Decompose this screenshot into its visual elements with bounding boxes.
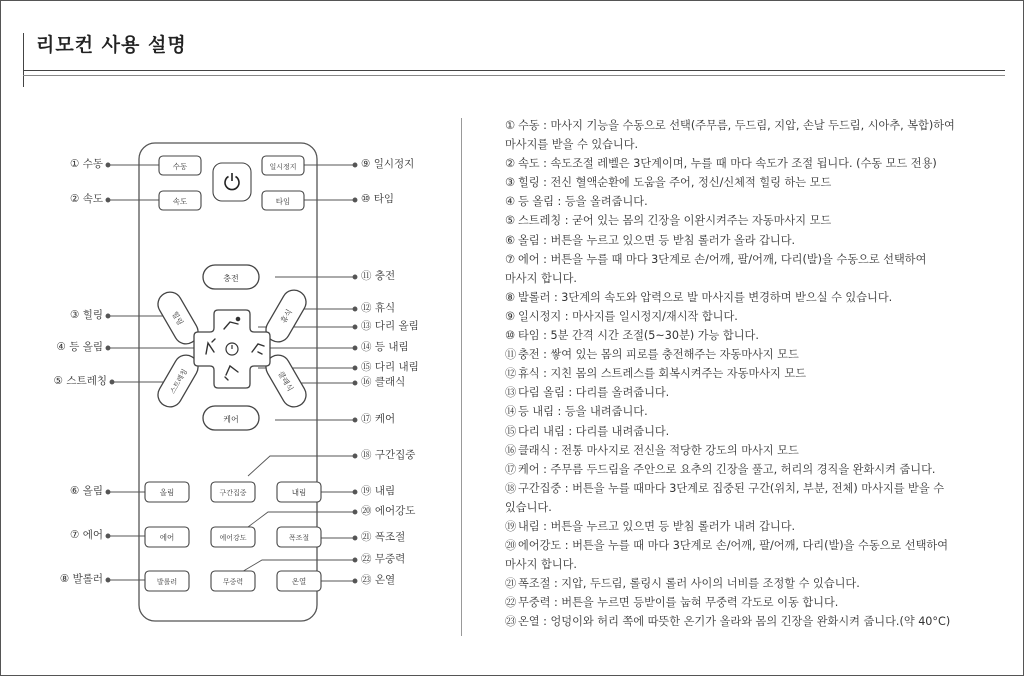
callout-back-down: ⑭ 등 내림: [361, 341, 409, 353]
care-button-label: 케어: [223, 415, 239, 424]
column-divider: [461, 118, 462, 636]
description-text: 등 내림 : 등을 내려줍니다.: [518, 405, 648, 419]
description-number: ⑱: [505, 481, 517, 495]
description-number: ④: [505, 195, 516, 209]
heat-button-label: 온열: [291, 577, 307, 586]
description-item: [505, 536, 1005, 555]
callout-leg-down: ⑮ 다리 내림: [361, 361, 419, 373]
description-item: [505, 612, 1005, 631]
description-text: 발롤러 : 3단계의 속도와 압력으로 발 마사지를 변경하며 받으실 수 있습니다.: [518, 290, 893, 304]
callout-width: ㉑ 폭조절: [361, 531, 406, 543]
callout-foot-roller: ⑧ 발롤러: [59, 573, 103, 585]
callout-back-up: ④ 등 올림: [56, 341, 103, 353]
focus-button[interactable]: [211, 482, 255, 502]
description-item: [505, 574, 1005, 593]
description-number: ㉓: [505, 615, 517, 629]
power-button[interactable]: [213, 163, 251, 201]
description-item: [505, 231, 1005, 250]
callout-stretching: ⑤ 스트레칭: [53, 375, 107, 387]
description-text: 에어 : 버튼을 누를 때 마다 3단계로 손/어깨, 팔/어깨, 다리(발)을 수동으로 선택하여: [518, 252, 927, 266]
description-item: [505, 422, 1005, 441]
description-number: ⑫: [505, 367, 517, 381]
description-item: [505, 326, 1005, 345]
description-continuation: [505, 555, 1005, 574]
description-text: 있습니다.: [505, 500, 552, 514]
callout-air: ⑦ 에어: [69, 529, 103, 541]
healing-button-label: 힐링: [170, 309, 186, 327]
description-text: 마사지를 받을 수 있습니다.: [505, 138, 639, 152]
description-text: 다림 올림 : 다리를 올려줍니다.: [518, 386, 670, 400]
description-number: ⑭: [505, 405, 517, 419]
description-item: [505, 211, 1005, 230]
heat-button[interactable]: [277, 571, 321, 591]
width-button[interactable]: [277, 527, 321, 547]
description-item: [505, 593, 1005, 612]
description-number: ⑪: [505, 348, 517, 362]
description-item: [505, 288, 1005, 307]
foot-roller-button[interactable]: [145, 571, 189, 591]
width-button-label: 폭조절: [288, 534, 310, 542]
description-number: ⑯: [505, 443, 517, 457]
stretching-button-label: 스트레칭: [168, 367, 190, 396]
down-button[interactable]: [277, 482, 321, 502]
description-item: [505, 250, 1005, 269]
description-number: ③: [505, 176, 516, 190]
description-item: [505, 383, 1005, 402]
callout-timer: ⑩ 타임: [361, 193, 395, 205]
description-text: 스트레칭 : 굳어 있는 몸의 긴장을 이완시켜주는 자동마사지 모드: [518, 214, 832, 228]
callout-healing: ③ 힐링: [69, 309, 103, 321]
description-number: ⑧: [505, 290, 516, 304]
description-item: [505, 479, 1005, 498]
description-text: 클래식 : 전통 마사지로 전신을 적당한 강도의 마사지 모드: [518, 443, 799, 457]
description-text: 온열 : 엉덩이와 허리 쪽에 따뜻한 온기가 올라와 몸의 긴장을 완화시켜 줍니다.(약 40°C): [518, 615, 951, 629]
description-continuation: [505, 135, 1005, 154]
callout-rest: ⑫ 휴식: [361, 302, 396, 314]
description-text: 폭조절 : 지압, 두드림, 롤링시 롤러 사이의 너비를 조정할 수 있습니다.: [518, 577, 860, 591]
rest-button-label: 휴식: [278, 307, 294, 325]
description-number: ⑰: [505, 462, 517, 476]
description-text: 마사지 합니다.: [505, 558, 577, 572]
manual-button-label: 수동: [172, 162, 188, 171]
manual-button[interactable]: [159, 156, 201, 175]
focus-button-label: 구간집중: [219, 489, 247, 497]
description-number: ①: [505, 119, 516, 132]
description-item: [505, 307, 1005, 326]
description-item: [505, 402, 1005, 421]
description-item: [505, 192, 1005, 211]
description-number: ⑲: [505, 519, 517, 533]
description-text: 등 올림 : 등을 올려줍니다.: [518, 195, 648, 209]
description-item: [505, 154, 1005, 173]
callout-care: ⑰ 케어: [361, 413, 396, 425]
up-button-label: 올림: [159, 488, 175, 497]
callout-speed: ② 속도: [69, 193, 103, 205]
description-number: ⑬: [505, 386, 517, 400]
callout-pause: ⑨ 일시정지: [361, 158, 415, 170]
description-number: ㉒: [505, 596, 517, 610]
callout-air-strength: ⑳ 에어강도: [361, 505, 416, 517]
timer-button-label: 타임: [275, 197, 291, 206]
description-item: [505, 173, 1005, 192]
description-number: ⑦: [505, 252, 516, 266]
callout-leg-up: ⑬ 다리 올림: [361, 320, 419, 332]
zero-gravity-button-label: 무중력: [222, 578, 244, 586]
callout-charge: ⑪ 충전: [361, 270, 396, 282]
description-text: 충전 : 쌓여 있는 몸의 피로를 충전해주는 자동마사지 모드: [518, 348, 799, 362]
description-text: 다리 내림 : 다리를 내려줍니다.: [518, 424, 670, 438]
air-strength-button[interactable]: [211, 527, 255, 547]
description-text: 무중력 : 버튼을 누르면 등받이를 눕혀 무중력 각도로 이동 합니다.: [518, 596, 839, 610]
description-number: ⑨: [505, 309, 516, 323]
page-title: 리모컨 사용 설명: [36, 34, 187, 56]
description-number: ⑮: [505, 424, 517, 438]
description-number: ⑩: [505, 329, 516, 343]
timer-button[interactable]: [262, 191, 304, 210]
description-item: [505, 441, 1005, 460]
description-item: [505, 517, 1005, 536]
pause-button-label: 일시정지: [269, 163, 297, 171]
description-continuation: [505, 498, 1005, 517]
description-number: ㉑: [505, 577, 517, 591]
description-number: ⑳: [505, 539, 517, 553]
description-text: 올림 : 버튼을 누르고 있으면 등 받침 롤러가 올라 갑니다.: [518, 233, 796, 247]
air-button-label: 에어: [159, 533, 175, 542]
description-text: 속도 : 속도조절 레벨은 3단계이며, 누를 때 마다 속도가 조절 됩니다. (수동 모드 전용): [518, 157, 937, 171]
speed-button-label: 속도: [172, 197, 188, 206]
description-item: [505, 460, 1005, 479]
air-strength-button-label: 에어강도: [219, 534, 247, 542]
description-text: 내림 : 버튼을 누르고 있으면 등 받침 롤러가 내려 갑니다.: [518, 519, 796, 533]
callout-down: ⑲ 내림: [361, 485, 396, 497]
description-text: 마사지 합니다.: [505, 271, 577, 285]
description-text: 수동 : 마사지 기능을 수동으로 선택(주무름, 두드림, 지압, 손날 두드림, 시아추, 복합)하여: [518, 119, 955, 132]
charge-button[interactable]: [203, 265, 259, 289]
foot-roller-button-label: 발롤러: [156, 578, 178, 586]
speed-button[interactable]: [159, 191, 201, 210]
description-text: 타임 : 5분 간격 시간 조절(5~30분) 가능 합니다.: [518, 329, 759, 343]
classic-button-label: 클래식: [276, 369, 295, 393]
description-item: [505, 364, 1005, 383]
description-text: 힐링 : 전신 혈액순환에 도움을 주어, 정신/신체적 힐링 하는 모드: [518, 176, 832, 190]
description-text: 휴식 : 지친 몸의 스트레스를 회복시켜주는 자동마사지 모드: [518, 367, 807, 381]
charge-button-label: 충전: [223, 274, 239, 283]
description-continuation: [505, 269, 1005, 288]
zero-gravity-button[interactable]: [211, 571, 255, 591]
care-button[interactable]: [203, 406, 259, 430]
callout-manual: ① 수동: [69, 158, 103, 170]
description-list: [505, 116, 1005, 632]
callout-up: ⑥ 올림: [69, 485, 103, 497]
description-item: [505, 345, 1005, 364]
callout-focus: ⑱ 구간집중: [361, 449, 416, 461]
air-button[interactable]: [145, 527, 189, 547]
description-number: ⑤: [505, 214, 516, 228]
callout-zero-gravity: ㉒ 무중력: [361, 553, 406, 565]
callout-classic: ⑯ 클래식: [361, 376, 406, 388]
down-button-label: 내림: [291, 488, 307, 497]
callout-heat: ㉓ 온열: [361, 574, 396, 586]
description-text: 구간집중 : 버튼을 누를 때마다 3단계로 집중된 구간(위치, 부분, 전체) 마사지를 받을 수: [518, 481, 945, 495]
description-number: ⑥: [505, 233, 516, 247]
up-button[interactable]: [145, 482, 189, 502]
description-number: ②: [505, 157, 516, 171]
description-text: 일시정지 : 마사지를 일시정지/재시작 합니다.: [518, 309, 738, 323]
description-text: 에어강도 : 버튼을 누를 때 마다 3단계로 손/어깨, 팔/어깨, 다리(발)을 수동으로 선택하여: [518, 539, 949, 553]
description-item: [505, 116, 1005, 135]
description-text: 케어 : 주무름 두드림을 주안으로 요추의 긴장을 풀고, 허리의 경직을 완화시켜 줍니다.: [518, 462, 936, 476]
pause-button[interactable]: [262, 156, 304, 175]
